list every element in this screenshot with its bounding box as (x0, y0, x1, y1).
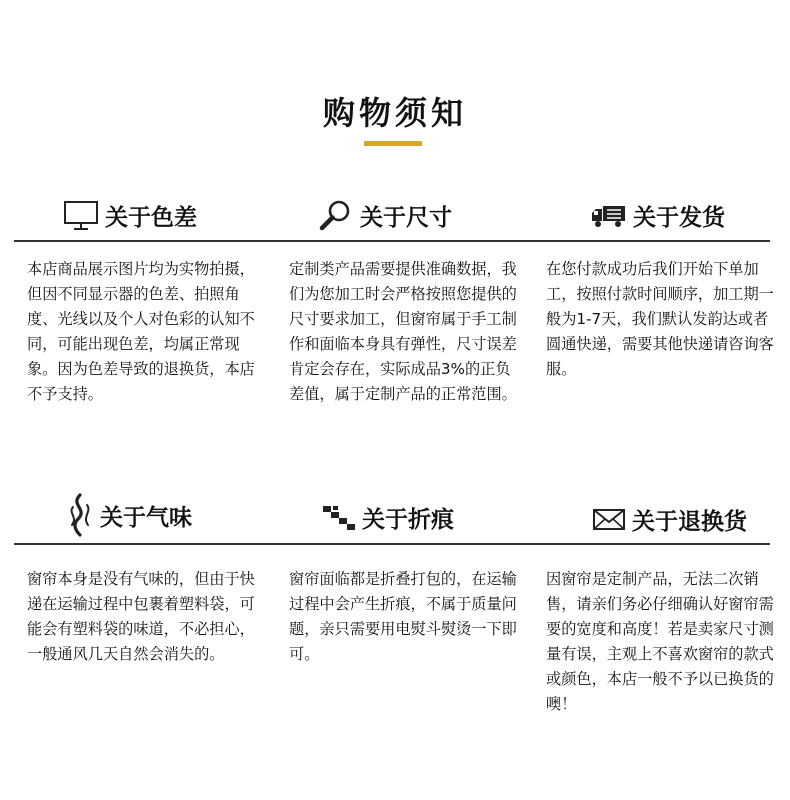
heading-shipping (591, 195, 725, 235)
info-row-2 (0, 495, 790, 713)
page-title: 购物须知 (322, 94, 467, 132)
size-text: 定制类产品需要提供准确数据，我们为您加工时会严格按照您提供的尺寸要求加工，但窗帘属于手工制作和面临本身具有弹性，尺寸误差肯定会存在，实际成品3%的正负差值，属于定制产品的正常范围。 (289, 260, 517, 403)
crease-text: 窗帘面临都是折叠打包的，在运输过程中会产生折痕，不属于质量问题，亲只需要用电熨斗熨烫一下即可。 (289, 570, 517, 663)
envelope-icon (592, 506, 626, 532)
heading-label: 关于退换货 (632, 508, 747, 535)
shipping-text: 在您付款成功后我们开始下单加工，按照付款时间顺序，加工期一般为1-7天，我们默认发韵达或者圆通快递，需要其他快递请咨询客服。 (546, 260, 774, 378)
heading-label: 关于折痕 (362, 506, 454, 533)
truck-icon (591, 200, 627, 230)
heading-label: 关于发货 (633, 204, 725, 231)
heading-return (592, 499, 747, 539)
fold-icon (322, 502, 356, 532)
heading-size (318, 195, 452, 235)
info-row-1 (0, 195, 790, 403)
smell-icon (66, 493, 94, 537)
heading-smell (66, 495, 192, 535)
section-divider (14, 543, 770, 545)
smell-text: 窗帘本身是没有气味的，但由于快递在运输过程中包裹着塑料袋，可能会有塑料袋的味道，不必担心，一般通风几天自然会消失的。 (27, 570, 255, 663)
color-diff-text: 本店商品展示图片均为实物拍摄，但因不同显示器的色差、拍照角度、光线以及个人对色彩的认知不同，可能出现色差，均属正常现象。因为色差导致的退换货，本店不予支持。 (27, 260, 255, 403)
heading-label: 关于气味 (100, 504, 192, 531)
monitor-icon (63, 199, 99, 231)
heading-label: 关于色差 (105, 204, 197, 231)
heading-color-diff (63, 195, 197, 235)
title-underline (364, 141, 422, 146)
magnifier-icon (318, 199, 354, 231)
section-divider (14, 240, 770, 242)
heading-crease (322, 497, 454, 537)
return-text: 因窗帘是定制产品，无法二次销售，请亲们务必仔细确认好窗帘需要的宽度和高度！若是卖家尺寸测量有误，主观上不喜欢窗帘的款式或颜色，本店一般不予以已换货的噢！ (546, 570, 774, 713)
heading-label: 关于尺寸 (360, 204, 452, 231)
